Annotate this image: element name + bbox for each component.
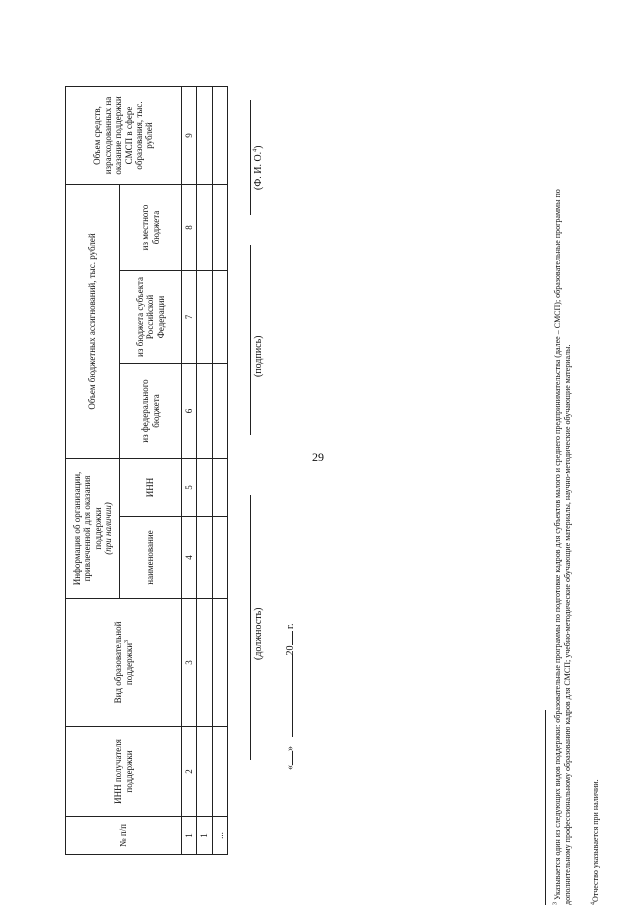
signature-caption: (подпись) xyxy=(253,335,264,377)
header-support-type-text: Вид образовательной поддержки xyxy=(113,621,134,704)
column-number: 8 xyxy=(182,185,197,271)
header-funds: Объем средств, израсходованных на оказание поддержки СМСП в сфере образования, тыс. рублей xyxy=(66,87,182,185)
table-cell: ... xyxy=(212,817,227,855)
header-budget: Объем бюджетных ассигнований, тыс. рублей xyxy=(66,185,120,459)
header-support-type xyxy=(66,599,182,727)
table-cell xyxy=(197,364,212,459)
table-cell xyxy=(212,727,227,817)
header-budget-federal: из федерального бюджета xyxy=(120,364,182,459)
position-caption: (должность) xyxy=(253,607,264,660)
header-org-info-note: (при наличии) xyxy=(102,502,113,555)
footnote-4-text: Отчество указывается при наличии. xyxy=(591,779,600,902)
table-cell: 1 xyxy=(197,817,212,855)
table-cell xyxy=(197,727,212,817)
table-row xyxy=(197,87,212,855)
column-number: 3 xyxy=(182,599,197,727)
column-number: 6 xyxy=(182,364,197,459)
table-cell xyxy=(197,599,212,727)
header-inn-recipient: ИНН получателя поддержки xyxy=(66,727,182,817)
column-number: 7 xyxy=(182,271,197,364)
fio-caption-text: (Ф. И. О. xyxy=(253,151,264,190)
footnote-ref-4: 4 xyxy=(252,148,259,152)
footnote-rule xyxy=(545,710,546,905)
table-cell xyxy=(197,459,212,517)
table-cell xyxy=(212,517,227,599)
header-num: № п/п xyxy=(66,817,182,855)
fio-caption-close: ) xyxy=(253,145,264,149)
table-cell xyxy=(212,459,227,517)
header-budget-region: из бюджета субъекта Российской Федерации xyxy=(120,271,182,364)
date-open-quote: « xyxy=(285,765,296,770)
table-cell xyxy=(197,185,212,271)
header-org-info-text: Информация об организации, привлеченной для оказания поддержки xyxy=(71,471,103,586)
column-number: 5 xyxy=(182,459,197,517)
column-number: 4 xyxy=(182,517,197,599)
header-org-name: наименование xyxy=(120,517,182,599)
footnote-4 xyxy=(591,185,601,905)
date-year-prefix: 20 xyxy=(285,645,296,656)
footnote-3 xyxy=(553,185,572,905)
date-year-suffix: г. xyxy=(285,623,296,629)
header-org-info xyxy=(66,459,120,599)
header-budget-local: из местного бюджета xyxy=(120,185,182,271)
signature-line xyxy=(250,245,251,435)
table-cell xyxy=(197,517,212,599)
report-table xyxy=(65,86,228,855)
table-cell xyxy=(197,271,212,364)
date-close-quote: » xyxy=(285,746,296,751)
table-cell xyxy=(212,364,227,459)
footnote-3-text: Указывается один из следующих видов поддержки: образовательные программы по подготовке кадров для субъектов малого и среднего предпринимательства (далее – СМСП); образовательные программы по дополнительному профессиональному образованию кадров для СМСП; учебно-методические обучающие материалы, научно-методические обучающие материалы. xyxy=(553,189,572,905)
table-cell xyxy=(197,87,212,185)
footnote-4-mark: 4 xyxy=(590,902,597,905)
footnote-3-mark: 3 xyxy=(552,902,559,905)
column-number: 2 xyxy=(182,727,197,817)
position-line xyxy=(250,495,251,760)
header-org-inn: ИНН xyxy=(120,459,182,517)
footnote-ref-3: 3 xyxy=(123,639,130,643)
page-number: 29 xyxy=(312,450,324,464)
table-cell xyxy=(212,185,227,271)
fio-line xyxy=(250,100,251,215)
table-cell xyxy=(212,599,227,727)
fio-caption xyxy=(253,145,264,190)
column-number: 1 xyxy=(182,817,197,855)
column-number-row xyxy=(182,87,197,855)
date-line xyxy=(285,624,296,770)
table-row xyxy=(212,87,227,855)
table-cell xyxy=(212,87,227,185)
column-number: 9 xyxy=(182,87,197,185)
table-cell xyxy=(212,271,227,364)
